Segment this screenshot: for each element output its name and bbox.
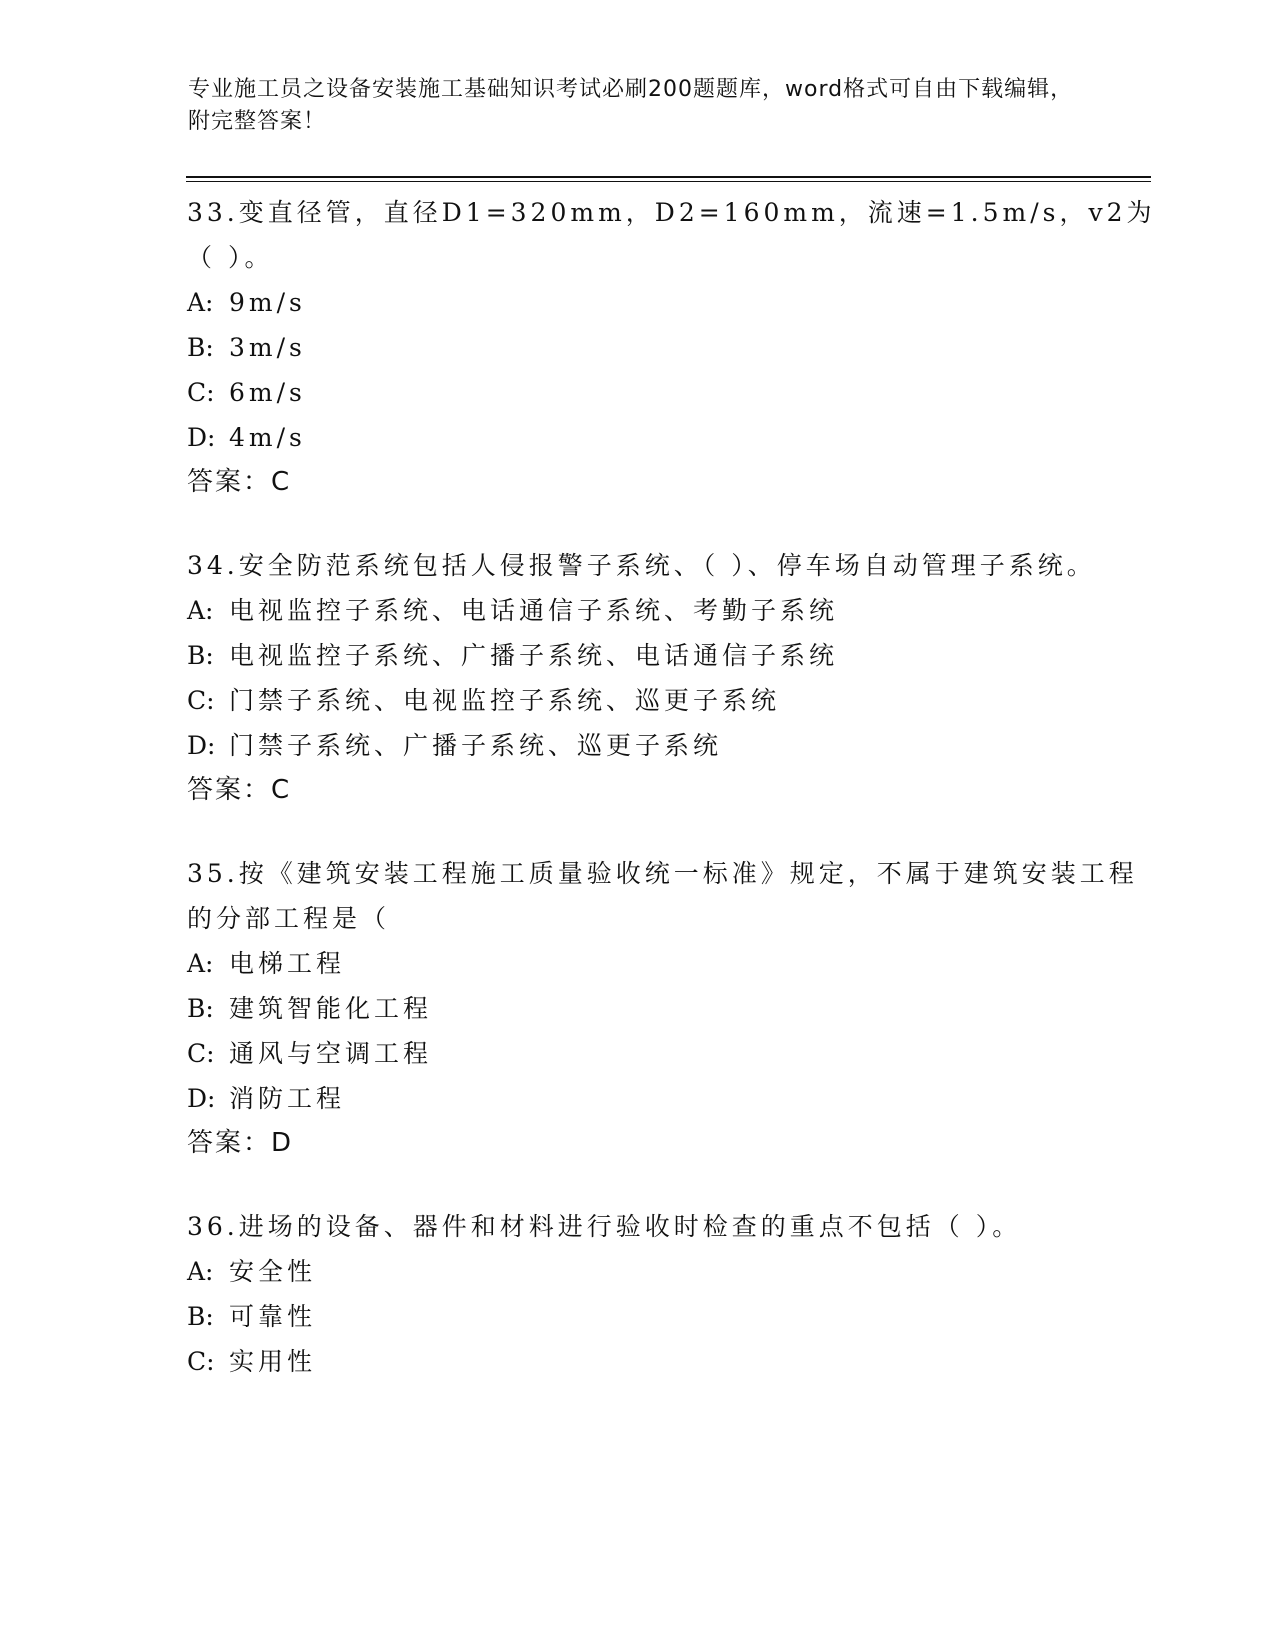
- option-text: 可靠性: [229, 1302, 317, 1331]
- option-text: 6m/s: [229, 378, 306, 407]
- option-c: [187, 1339, 1157, 1384]
- option-b: [187, 1294, 1157, 1339]
- option-text: 电视监控子系统、电话通信子系统、考勤子系统: [229, 596, 839, 625]
- answer: 答案：C: [187, 775, 292, 805]
- header-rule-thin: [186, 181, 1151, 182]
- option-text: 门禁子系统、广播子系统、巡更子系统: [229, 731, 723, 760]
- option-text: 安全性: [229, 1257, 317, 1286]
- option-b: [187, 633, 1157, 678]
- answer: 答案：C: [187, 467, 292, 497]
- question-35: [187, 851, 1157, 1166]
- option-a: [187, 588, 1157, 633]
- option-key: B:: [187, 641, 214, 670]
- option-text: 消防工程: [229, 1084, 346, 1113]
- option-key: A:: [187, 288, 214, 317]
- option-key: D:: [187, 423, 216, 452]
- option-text: 4m/s: [229, 423, 306, 452]
- option-a: [187, 280, 1157, 325]
- option-key: D:: [187, 731, 216, 760]
- option-text: 3m/s: [229, 333, 306, 362]
- option-key: D:: [187, 1084, 216, 1113]
- question-stem: 33.变直径管，直径D1=320mm，D2=160mm，流速=1.5m/s，v2为（ ）。: [187, 198, 1156, 272]
- option-text: 电视监控子系统、广播子系统、电话通信子系统: [229, 641, 839, 670]
- option-key: B:: [187, 333, 214, 362]
- option-text: 实用性: [229, 1347, 317, 1376]
- option-text: 建筑智能化工程: [229, 994, 433, 1023]
- question-list: [187, 190, 1157, 1422]
- option-key: C:: [187, 1347, 215, 1376]
- option-b: [187, 986, 1157, 1031]
- option-a: [187, 1249, 1157, 1294]
- option-key: A:: [187, 596, 214, 625]
- question-stem: 34.安全防范系统包括人侵报警子系统、（ ）、停车场自动管理子系统。: [187, 551, 1096, 580]
- option-c: [187, 1031, 1157, 1076]
- answer: 答案：D: [187, 1128, 294, 1158]
- question-stem: 35.按《建筑安装工程施工质量验收统一标准》规定，不属于建筑安装工程的分部工程是（: [187, 859, 1138, 933]
- option-key: B:: [187, 994, 214, 1023]
- option-c: [187, 678, 1157, 723]
- option-key: C:: [187, 1039, 215, 1068]
- option-key: A:: [187, 949, 214, 978]
- option-b: [187, 325, 1157, 370]
- option-a: [187, 941, 1157, 986]
- option-text: 9m/s: [229, 288, 306, 317]
- option-key: C:: [187, 686, 215, 715]
- option-key: A:: [187, 1257, 214, 1286]
- option-key: B:: [187, 1302, 214, 1331]
- question-34: [187, 543, 1157, 813]
- question-36: [187, 1204, 1157, 1384]
- option-text: 电梯工程: [229, 949, 346, 978]
- header-rule-thick: [186, 176, 1151, 178]
- option-text: 门禁子系统、电视监控子系统、巡更子系统: [229, 686, 781, 715]
- option-key: C:: [187, 378, 215, 407]
- option-c: [187, 370, 1157, 415]
- question-33: [187, 190, 1157, 505]
- question-stem: 36.进场的设备、器件和材料进行验收时检查的重点不包括（ ）。: [187, 1212, 1022, 1241]
- option-d: [187, 415, 1157, 460]
- option-d: [187, 1076, 1157, 1121]
- document-header: 专业施工员之设备安装施工基础知识考试必刷200题题库，word格式可自由下载编辑，附完整答案！: [188, 77, 1074, 134]
- option-d: [187, 723, 1157, 768]
- option-text: 通风与空调工程: [229, 1039, 433, 1068]
